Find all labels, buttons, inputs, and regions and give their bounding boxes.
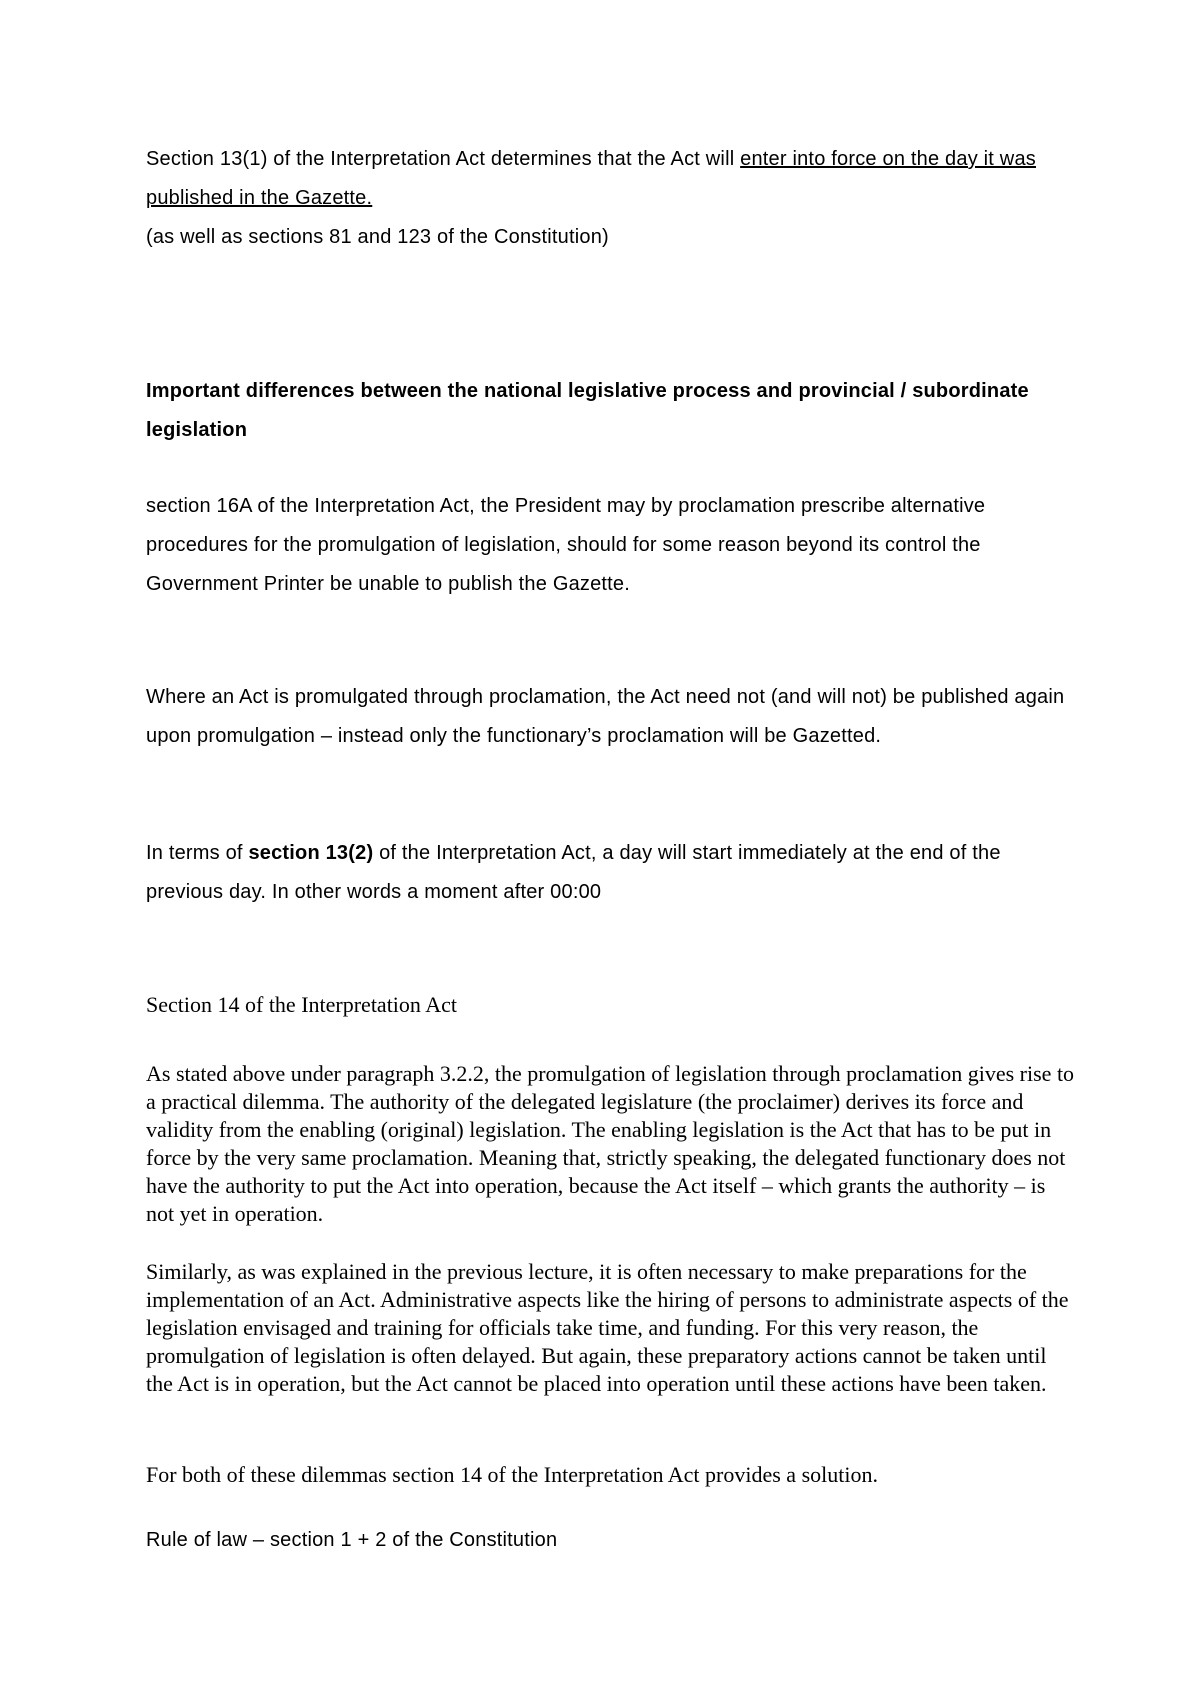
paragraph-rule-of-law: Rule of law – section 1 + 2 of the Constitution xyxy=(146,1529,558,1551)
section-13-2-bold: section 13(2) xyxy=(248,842,374,864)
paragraph-proclamation: Where an Act is promulgated through proclamation, the Act need not (and will not) be published again upon promulgation – instead only the functionary’s proclamation will be Gazetted. xyxy=(146,686,1065,747)
heading-important-differences: Important differences between the national legislative process and provincial / subordinate legislation xyxy=(146,380,1029,441)
paragraph-dilemma: As stated above under paragraph 3.2.2, the promulgation of legislation through proclamation gives rise to a practical dilemma. The authority of the delegated legislature (the proclaimer) derives its force and validity from the enabling (original) legislation. The enabling legislation is the Act that has to be put in force by the very same proclamation. Meaning that, strictly speaking, the delegated functionary does not have the authority to put the Act into operation, because the Act itself – which grants the authority – is not yet in operation. xyxy=(146,1061,1075,1226)
paragraph-solution: For both of these dilemmas section 14 of the Interpretation Act provides a solution. xyxy=(146,1462,878,1487)
section-13-1-underlined: enter into force on the day it was published in the Gazette. xyxy=(146,148,1036,209)
section-13-2-lead: In terms of xyxy=(146,842,249,864)
section-13-1-lead: Section 13(1) of the Interpretation Act determines that the Act will xyxy=(146,148,741,170)
section-13-2-rest: of the Interpretation Act, a day will start immediately at the end of the previous day. In other words a moment after 00:00 xyxy=(146,842,1001,903)
section-14-title: Section 14 of the Interpretation Act xyxy=(146,992,457,1017)
paragraph-section-13-1 xyxy=(146,140,1076,257)
section-13-1-text xyxy=(146,140,1076,218)
section-13-1-constitution-note: (as well as sections 81 and 123 of the Constitution) xyxy=(146,226,609,248)
paragraph-section-13-2 xyxy=(146,834,1076,912)
paragraph-preparations: Similarly, as was explained in the previous lecture, it is often necessary to make preparations for the implementation of an Act. Administrative aspects like the hiring of persons to administrate aspects of the legislation envisaged and training for officials take time, and funding. For this very reason, the promulgation of legislation is often delayed. But again, these preparatory actions cannot be taken until the Act is in operation, but the Act cannot be placed into operation until these actions have been taken. xyxy=(146,1259,1069,1396)
paragraph-section-16a: section 16A of the Interpretation Act, the President may by proclamation prescribe alternative procedures for the promulgation of legislation, should for some reason beyond its control the Government Printer be unable to publish the Gazette. xyxy=(146,495,986,595)
